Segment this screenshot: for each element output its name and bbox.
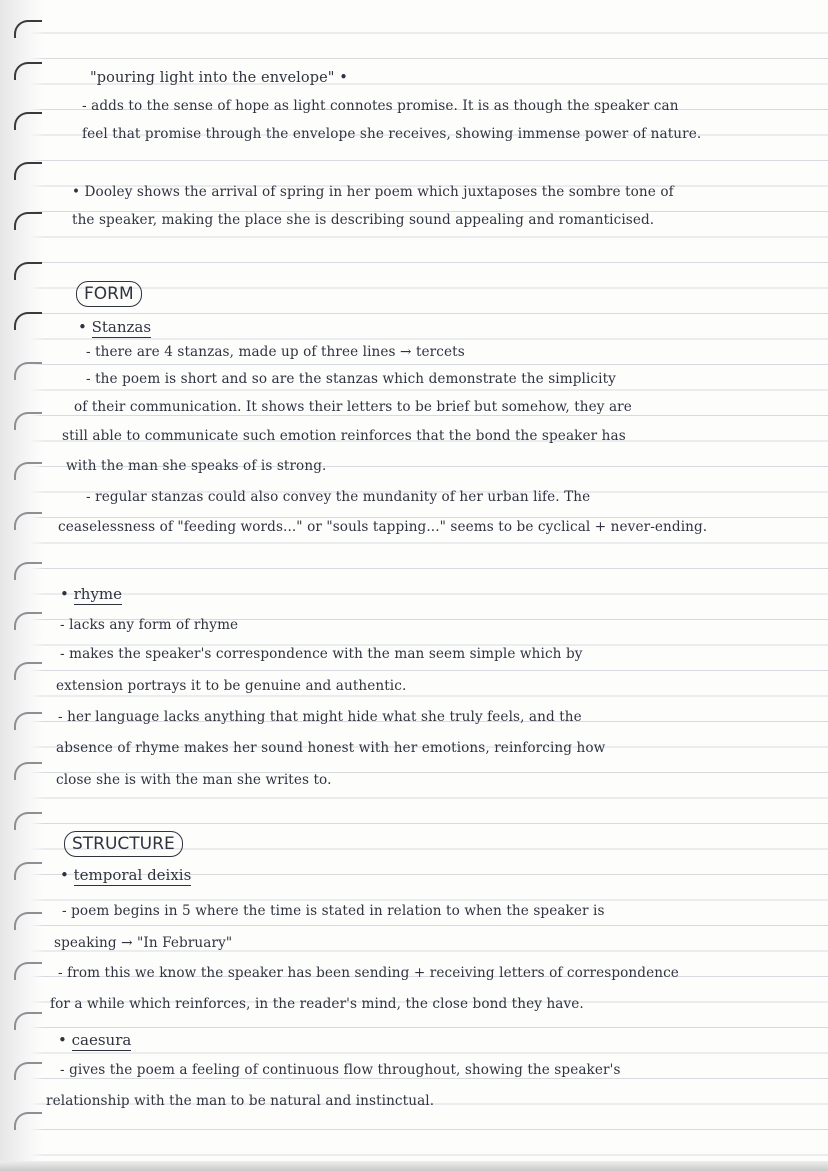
note-line: - poem begins in 5 where the time is stated in relation to when the speaker is: [62, 903, 605, 919]
note-line: speaking → "In February": [54, 935, 233, 951]
deixis-title: temporal deixis: [73, 866, 192, 884]
note-line: - the poem is short and so are the stanzas which demonstrate the simplicity: [86, 371, 616, 387]
binding-ring: [14, 762, 42, 780]
binding-ring: [14, 962, 42, 980]
binding-ring: [14, 562, 42, 580]
note-line: feel that promise through the envelope she receives, showing immense power of nature.: [82, 126, 702, 142]
note-line: relationship with the man to be natural and instinctual.: [46, 1093, 435, 1109]
binding-ring: [14, 362, 42, 380]
rhyme-title: rhyme: [73, 585, 123, 603]
binding-ring: [14, 20, 42, 38]
page-bottom-edge: [0, 1161, 828, 1171]
note-line: of their communication. It shows their letters to be brief but somehow, they are: [74, 399, 632, 415]
binding-ring: [14, 1112, 42, 1130]
binding-ring: [14, 662, 42, 680]
spiral-binding: [0, 0, 44, 1171]
note-line: - makes the speaker's correspondence with the man seem simple which by: [60, 646, 583, 662]
form-heading: FORM: [76, 281, 142, 307]
note-line: extension portrays it to be genuine and authentic.: [56, 678, 407, 694]
note-line: the speaker, making the place she is describing sound appealing and romanticised.: [72, 212, 655, 228]
note-line: close she is with the man she writes to.: [56, 772, 332, 788]
binding-ring: [14, 862, 42, 880]
note-line: - lacks any form of rhyme: [60, 617, 239, 633]
note-line: - adds to the sense of hope as light connotes promise. It is as though the speaker can: [82, 98, 679, 114]
binding-ring: [14, 112, 42, 130]
binding-ring: [14, 1062, 42, 1080]
binding-ring: [14, 812, 42, 830]
binding-ring: [14, 462, 42, 480]
binding-ring: [14, 262, 42, 280]
caesura-title: caesura: [71, 1031, 132, 1049]
structure-heading: STRUCTURE: [64, 831, 183, 857]
note-line: - regular stanzas could also convey the mundanity of her urban life. The: [86, 489, 591, 505]
note-line: still able to communicate such emotion reinforces that the bond the speaker has: [62, 428, 626, 444]
note-line: - from this we know the speaker has been sending + receiving letters of correspondence: [58, 965, 679, 981]
note-line: with the man she speaks of is strong.: [66, 458, 327, 474]
binding-ring: [14, 512, 42, 530]
stanzas-subheading: • Stanzas: [78, 318, 152, 336]
stanzas-title: Stanzas: [91, 318, 152, 336]
binding-ring: [14, 412, 42, 430]
note-line: - gives the poem a feeling of continuous flow throughout, showing the speaker's: [60, 1062, 621, 1078]
binding-ring: [14, 62, 42, 80]
rhyme-subheading: • rhyme: [60, 585, 123, 603]
note-line: for a while which reinforces, in the reader's mind, the close bond they have.: [50, 996, 584, 1012]
binding-ring: [14, 712, 42, 730]
note-line: ceaselessness of "feeding words..." or "souls tapping..." seems to be cyclical + never-ending.: [58, 519, 708, 535]
binding-ring: [14, 1012, 42, 1030]
deixis-subheading: • temporal deixis: [60, 866, 192, 884]
note-line: absence of rhyme makes her sound honest with her emotions, reinforcing how: [56, 740, 606, 756]
binding-ring: [14, 912, 42, 930]
quote-text: "pouring light into the envelope" •: [90, 70, 348, 86]
note-line: • Dooley shows the arrival of spring in her poem which juxtaposes the sombre tone of: [72, 184, 674, 200]
binding-ring: [14, 612, 42, 630]
note-line: - there are 4 stanzas, made up of three lines → tercets: [86, 344, 465, 360]
caesura-subheading: • caesura: [58, 1031, 132, 1049]
binding-ring: [14, 312, 42, 330]
binding-ring: [14, 162, 42, 180]
binding-ring: [14, 212, 42, 230]
note-line: - her language lacks anything that might hide what she truly feels, and the: [58, 709, 582, 725]
